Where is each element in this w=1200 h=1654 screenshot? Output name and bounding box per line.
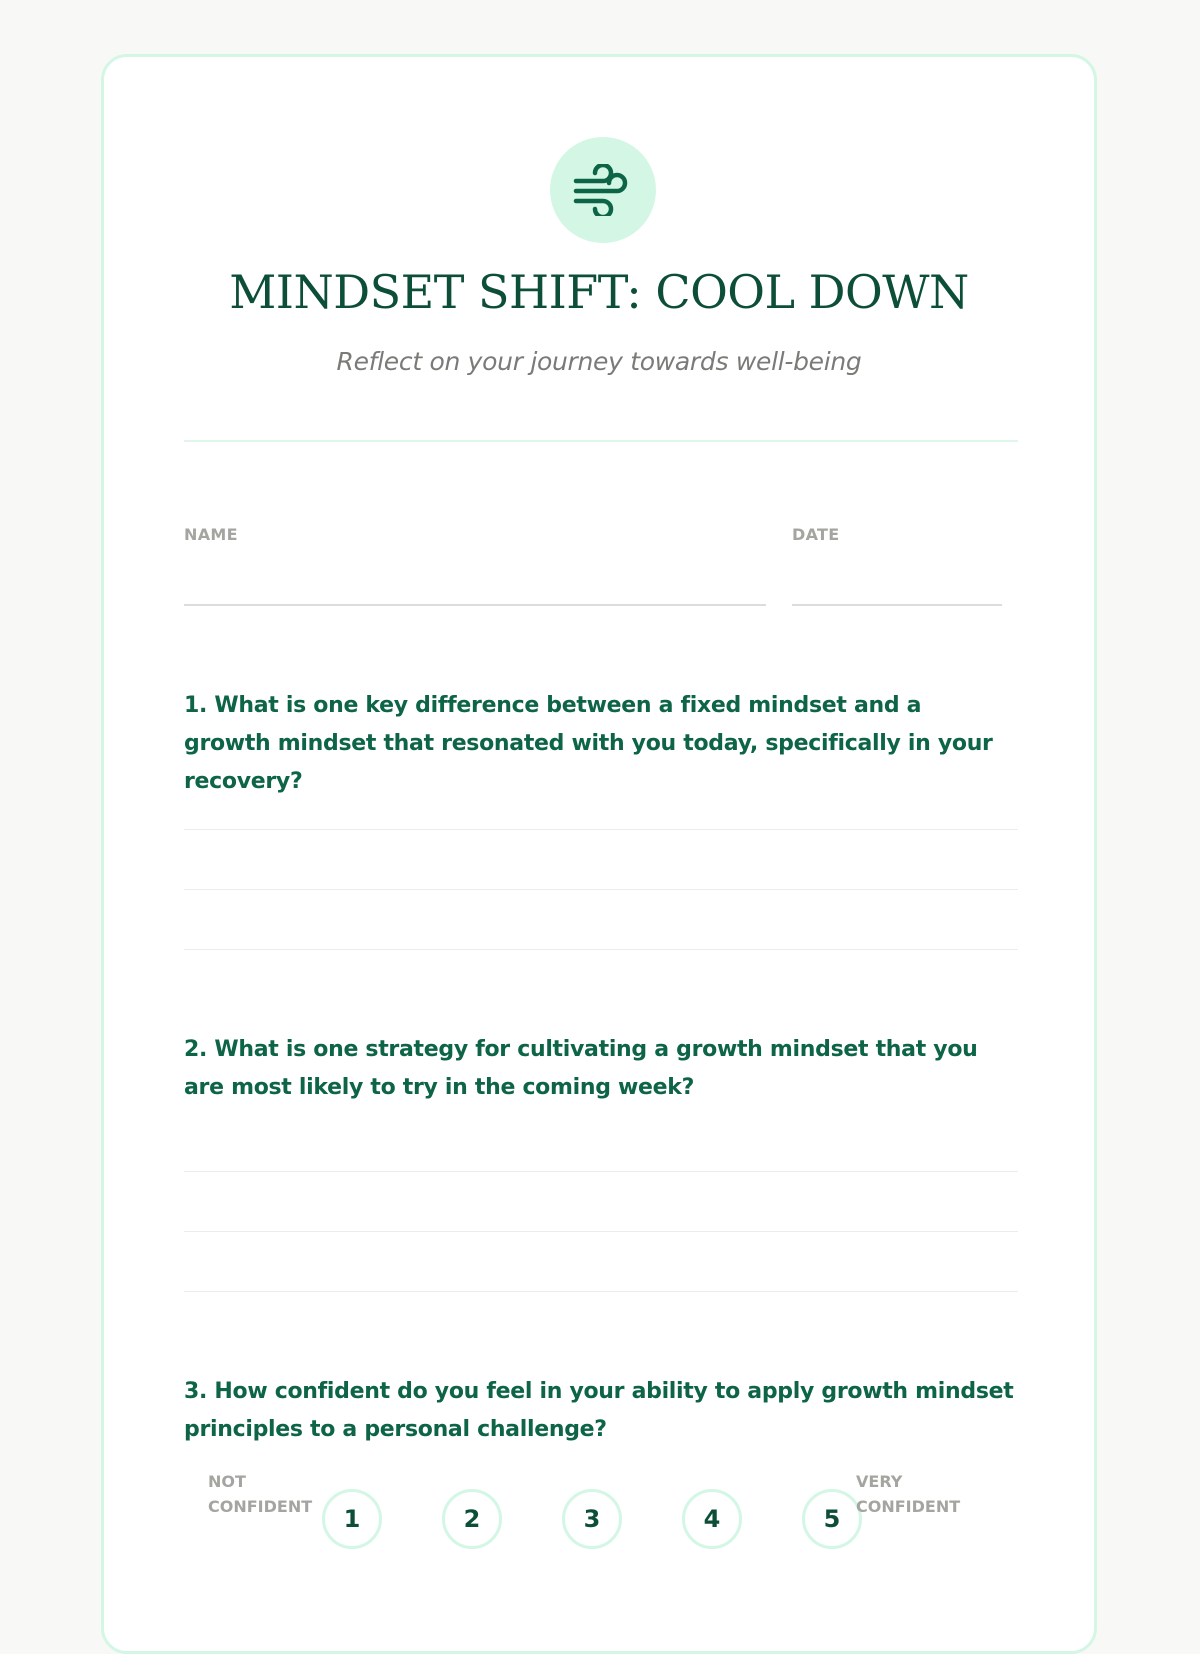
question-1-answer-line[interactable] — [184, 829, 1018, 830]
scale-low-label-line2: CONFIDENT — [208, 1497, 313, 1516]
scale-option-2[interactable]: 2 — [442, 1489, 502, 1549]
question-2-answer-line[interactable] — [184, 1171, 1018, 1172]
page-title: MINDSET SHIFT: COOL DOWN — [229, 265, 969, 319]
wind-icon — [550, 137, 656, 243]
name-field[interactable] — [184, 604, 766, 606]
name-label: NAME — [184, 525, 238, 544]
date-label: DATE — [792, 525, 840, 544]
date-field[interactable] — [792, 604, 1002, 606]
scale-high-label-line2: CONFIDENT — [856, 1497, 961, 1516]
question-1-text: 1. What is one key difference between a fixed mindset and a growth mindset that resonated with you today, specifically in your recovery? — [184, 693, 993, 794]
scale-high-label — [856, 1469, 966, 1519]
scale-low-label — [208, 1469, 318, 1519]
scale-high-label-line1: VERY — [856, 1472, 903, 1491]
question-2-answer-line[interactable] — [184, 1291, 1018, 1292]
header-divider — [184, 440, 1018, 442]
question-3-text: 3. How confident do you feel in your ability to apply growth mindset principles to a personal challenge? — [184, 1379, 1014, 1442]
scale-low-label-line1: NOT — [208, 1472, 246, 1491]
scale-option-4[interactable]: 4 — [682, 1489, 742, 1549]
scale-option-1[interactable]: 1 — [322, 1489, 382, 1549]
scale-option-5[interactable]: 5 — [802, 1489, 862, 1549]
question-1-answer-line[interactable] — [184, 949, 1018, 950]
question-2-text: 2. What is one strategy for cultivating a growth mindset that you are most likely to try in the coming week? — [184, 1037, 978, 1100]
page-subtitle: Reflect on your journey towards well-being — [336, 347, 862, 376]
question-2-answer-line[interactable] — [184, 1231, 1018, 1232]
scale-option-3[interactable]: 3 — [562, 1489, 622, 1549]
worksheet-card — [101, 54, 1097, 1654]
question-1-answer-line[interactable] — [184, 889, 1018, 890]
